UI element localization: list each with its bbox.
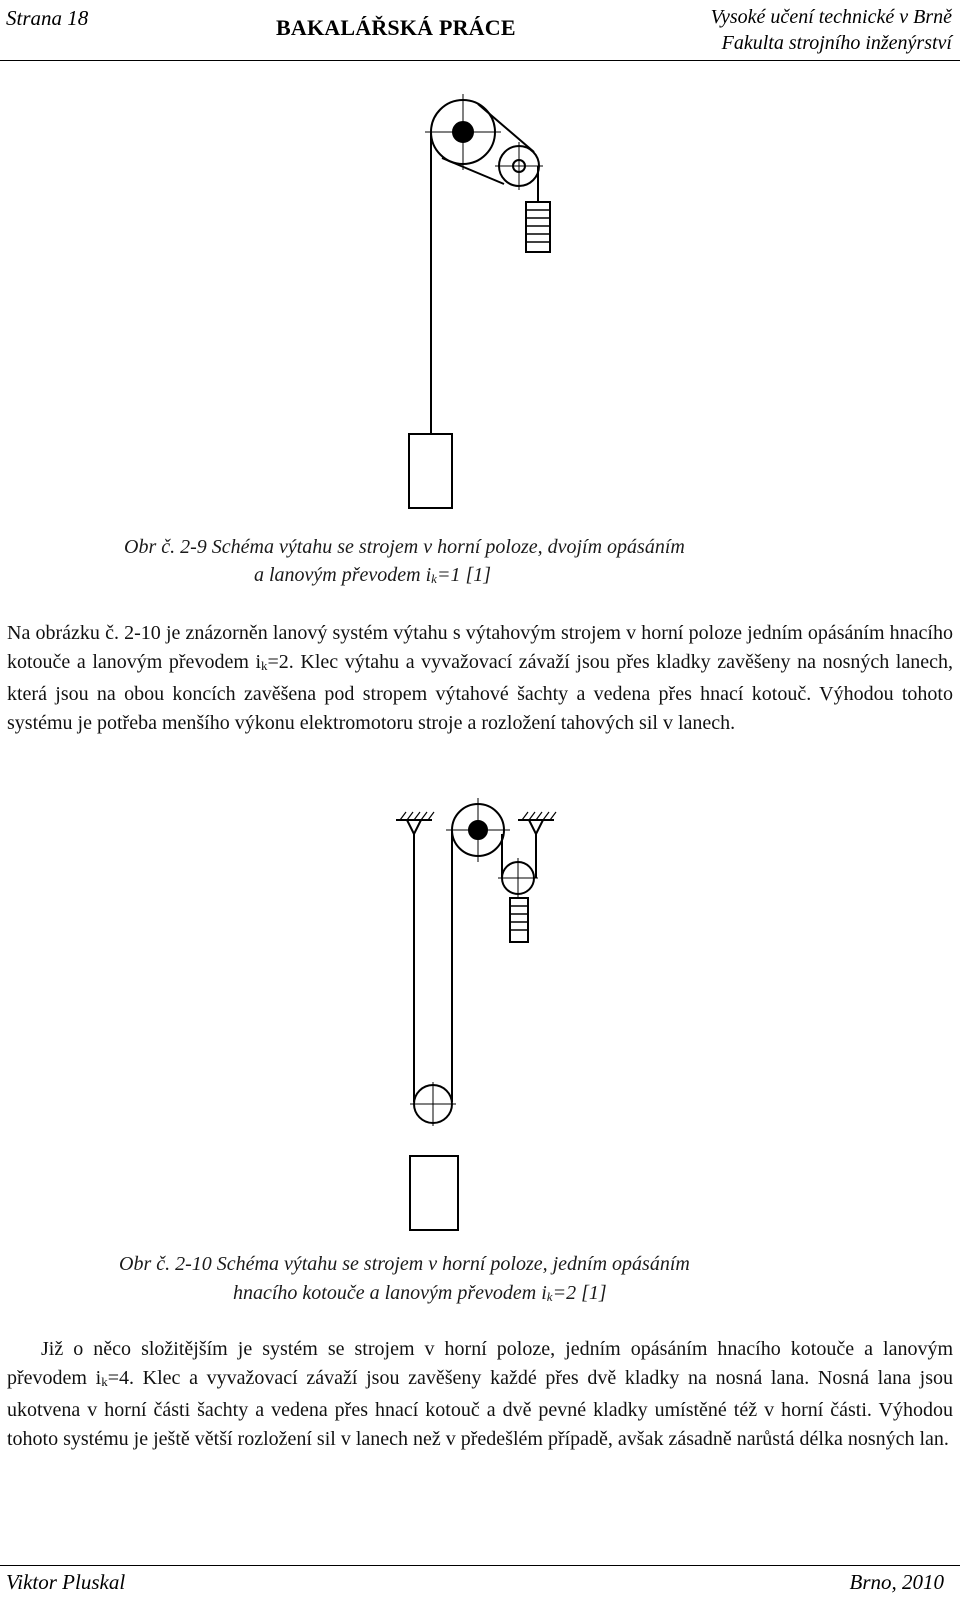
figure-lift-scheme-double-wrap xyxy=(380,80,580,520)
figure1-caption-line2: a lanovým převodem $i_k=1$ [1] xyxy=(254,564,492,586)
place-date: Brno, 2010 xyxy=(849,1570,944,1594)
header-divider xyxy=(0,60,960,61)
figure1-caption-line1: Obr č. 2-9 Schéma výtahu se strojem v horní poloze, dvojím opásáním xyxy=(124,536,685,558)
faculty-name: Fakulta strojního inženýrství xyxy=(721,32,952,54)
paragraph-intro-2-10: Na obrázku č. 2-10 je znázorněn lanový systém výtahu s výtahovým strojem v horní poloze jedním opásáním hnacího kotouče a lanovým převodem $i_k=2$. Klec výtahu a vyvažovací závaží jsou přes kladky zavěšeny na nosných lanech, která jsou na obou koncích zavěšena pod stropem výtahové šachty a vedena přes hnací kotouč. Výhodou tohoto systému je potřeba menšího výkonu elektromotoru stroje a rozložení tahových sil v lanech. xyxy=(7,622,953,734)
figure-lift-scheme-single-wrap xyxy=(390,790,580,1240)
page-header xyxy=(0,0,960,54)
author-name: Viktor Pluskal xyxy=(6,1570,126,1594)
page-number: Strana 18 xyxy=(6,6,89,30)
figure2-caption-line2: hnacího kotouče a lanovým převodem $i_k=2$ [1] xyxy=(233,1282,607,1304)
paragraph-ratio-4-system: Již o něco složitějším je systém se strojem v horní poloze, jedním opásáním hnacího kotouče a lanovým převodem $i_k=4$. Klec a vyvažovací závaží jsou zavěšeny každé přes dvě kladky na nosná lana. Nosná lana jsou ukotvena v horní části šachty a vedena přes hnací kotouč a dvě pevné kladky umístěné též v horní části. Výhodou tohoto systému je ještě větší rozložení sil v lanech než v předešlém případě, avšak zásadně narůstá délka nosných lan. xyxy=(7,1338,953,1450)
footer-divider xyxy=(0,1565,960,1566)
figure2-caption-line1: Obr č. 2-10 Schéma výtahu se strojem v horní poloze, jedním opásáním xyxy=(119,1253,690,1275)
university-name: Vysoké učení technické v Brně xyxy=(710,6,952,28)
document-type-title: BAKALÁŘSKÁ PRÁCE xyxy=(276,15,516,40)
